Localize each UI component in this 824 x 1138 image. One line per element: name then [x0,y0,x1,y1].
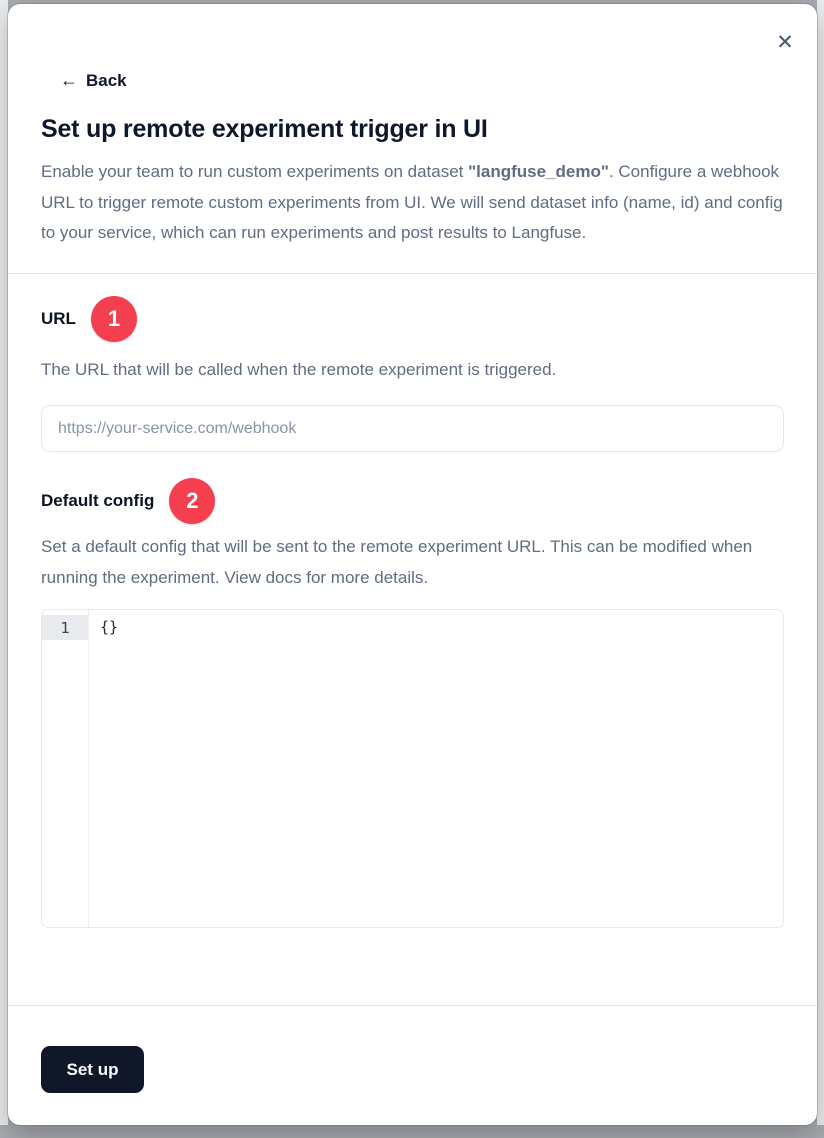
dialog-footer [8,1005,817,1125]
step-1-badge: 1 [91,296,137,342]
backdrop-left-strip [0,0,8,1125]
default-config-editor[interactable] [41,609,784,928]
editor-code-content[interactable]: {} [100,618,119,636]
url-label-row [41,296,784,342]
url-help-text: The URL that will be called when the remote experiment is triggered. [41,359,557,379]
config-label-row [41,478,784,524]
form-body [8,274,817,1006]
default-config-label: Default config [41,491,155,510]
config-help-text: Set a default config that will be sent to the remote experiment URL. This can be modified when running the experiment. View docs for more details. [41,537,753,587]
webhook-url-input[interactable] [41,405,784,452]
editor-line-gutter [42,610,89,927]
back-arrow-icon: ← [60,70,78,90]
line-number: 1 [42,615,88,640]
description-prefix: Enable your team to run custom experiments on dataset [41,162,469,181]
backdrop-right-strip [817,0,824,1125]
setup-remote-experiment-dialog [8,4,817,1125]
set-up-button[interactable]: Set up [41,1046,144,1093]
page-title: Set up remote experiment trigger in UI [41,115,488,143]
dataset-name: "langfuse_demo" [468,162,609,181]
dialog-description [41,157,786,249]
close-icon[interactable]: ✕ [769,26,801,58]
step-2-badge: 2 [169,478,215,524]
back-label: Back [86,70,127,90]
url-field-label: URL [41,308,76,328]
description-suffix: . Configure a webhook URL to trigger remote custom experiments from UI. We will send dataset info (name, id) and config to your service, which can run experiments and post results to Langfuse. [41,162,783,242]
back-button[interactable] [60,70,127,91]
